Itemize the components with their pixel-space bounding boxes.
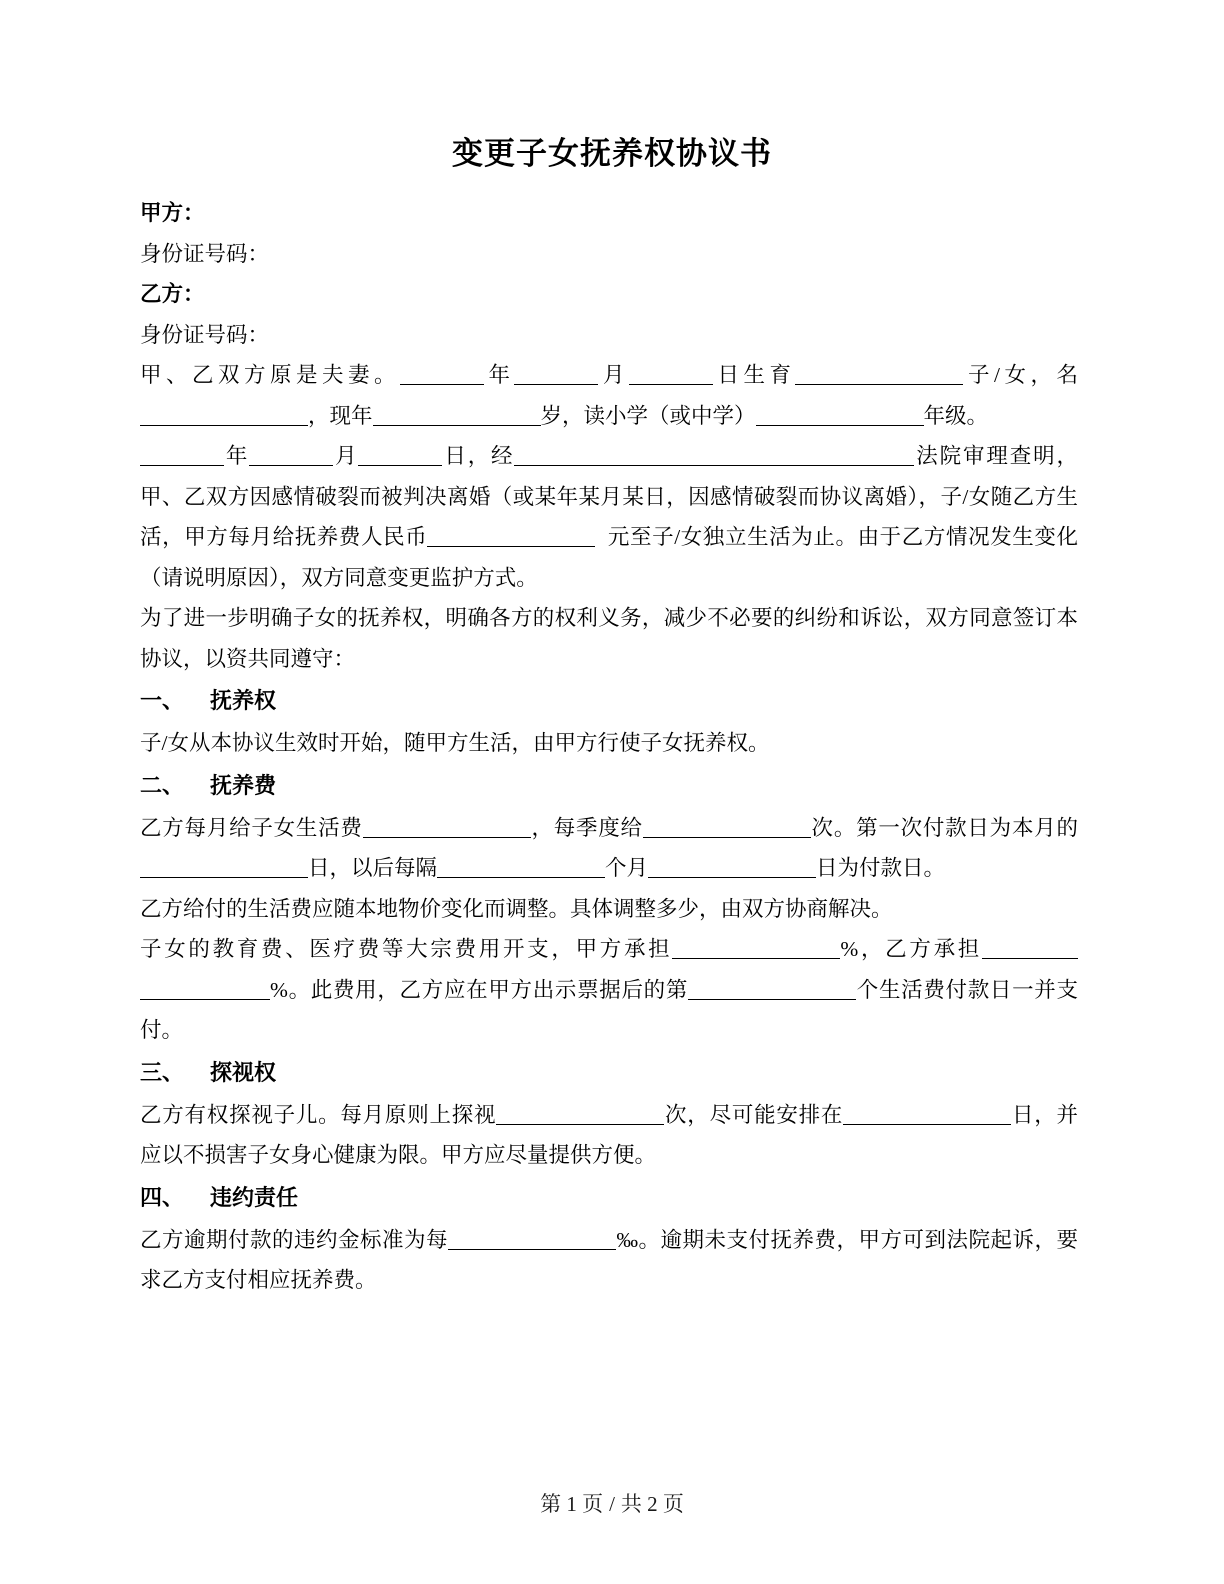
blank-child-name[interactable] (140, 407, 308, 426)
preamble-text-1a: 甲、乙双方原是夫妻。 (140, 363, 400, 387)
s2p1-text-d: 日，以后每隔 (308, 856, 438, 880)
blank-party-b-percent-part2[interactable] (140, 981, 270, 1000)
section-1-paragraph-1: 子/女从本协议生效时开始，随甲方生活，由甲方行使子女抚养权。 (140, 731, 770, 755)
s3p1-text-a: 乙方有权探视子儿。每月原则上探视 (140, 1102, 497, 1127)
s4p1-text-b: ‰。逾期未支付抚养费，甲方可到法院起诉，要求乙方支付相应抚养费。 (140, 1227, 1078, 1292)
blank-first-payment-day[interactable] (140, 859, 308, 878)
section-heading-4 (140, 1176, 1078, 1220)
section-2-paragraph-3 (140, 929, 1078, 1051)
preamble-divorce-paragraph (140, 436, 1078, 598)
blank-penalty-rate[interactable] (448, 1231, 616, 1250)
section-title-1: 抚养权 (210, 688, 277, 713)
party-a-label: 甲方： (140, 201, 205, 225)
preamble-text-1e: 子/女，名 (963, 363, 1078, 387)
party-b-id-label: 身份证号码： (140, 322, 270, 347)
blank-court-name[interactable] (514, 447, 914, 466)
s2p3-text-b: %，乙方承担 (840, 937, 982, 961)
s2p1-text-e: 个月 (605, 856, 649, 880)
blank-party-a-percent[interactable] (672, 940, 840, 959)
party-a-id-label: 身份证号码： (140, 241, 270, 266)
preamble-text-2d: 法院审理查明，甲、乙双方因感情破裂而被判决离婚（或某年某月某日，因感情破裂而协议离婚），子/女随乙方生活，甲方每月给抚养费人民币 (140, 444, 1078, 549)
page-footer (0, 1490, 1224, 1518)
blank-birth-day[interactable] (629, 366, 713, 385)
section-2-paragraph-1 (140, 808, 1078, 889)
preamble-text-1b: 年 (483, 363, 515, 387)
blank-judgment-month[interactable] (249, 447, 333, 466)
blank-child-age[interactable] (373, 407, 541, 426)
blank-judgment-day[interactable] (358, 447, 442, 466)
blank-visit-date[interactable] (843, 1106, 1011, 1125)
s2p3-text-d: 个生活费付款日一并支付。 (140, 977, 1078, 1042)
s4p1-text-a: 乙方逾期付款的违约金标准为每 (140, 1227, 448, 1252)
blank-birth-year[interactable] (400, 366, 484, 385)
blank-child-count[interactable] (795, 366, 963, 385)
section-3-paragraph-1 (140, 1095, 1078, 1176)
s2p3-text-c: %。此费用，乙方应在甲方出示票据后的第 (270, 977, 689, 1002)
section-title-4: 违约责任 (210, 1184, 299, 1210)
blank-judgment-year[interactable] (140, 447, 224, 466)
preamble-text-1d: 日生育 (712, 363, 796, 387)
footer-separator: / (609, 1492, 615, 1516)
s3p1-text-b: 次，尽可能安排在 (664, 1102, 844, 1127)
section-heading-3 (140, 1051, 1078, 1095)
section-number-2: 二、 (140, 772, 185, 798)
s2p1-text-c: 次。第一次付款日为本月的 (810, 815, 1078, 840)
blank-payment-day[interactable] (648, 859, 816, 878)
preamble-text-1c: 月 (598, 363, 629, 387)
section-2-paragraph-2: 乙方给付的生活费应随本地物价变化而调整。具体调整多少，由双方协商解决。 (140, 896, 893, 921)
preamble-purpose-paragraph: 为了进一步明确子女的抚养权，明确各方的权利义务，减少不必要的纠纷和诉讼，双方同意签订本协议，以资共同遵守： (140, 606, 1078, 671)
section-number-1: 一、 (140, 688, 185, 713)
s3p1-text-c: 日，并应以不损害子女身心健康为限。甲方应尽量提供方便。 (140, 1102, 1078, 1167)
blank-party-b-percent-part1[interactable] (982, 940, 1078, 959)
section-number-4: 四、 (140, 1184, 185, 1210)
section-heading-1 (140, 679, 1078, 723)
blank-birth-month[interactable] (514, 366, 598, 385)
preamble-text-2c: 日，经 (442, 444, 515, 468)
blank-support-amount[interactable] (427, 528, 595, 547)
page-title: 变更子女抚养权协议书 (452, 136, 772, 171)
section-number-3: 三、 (140, 1059, 185, 1085)
preamble-text-1h: 年级。 (923, 403, 989, 428)
document-body (140, 193, 1078, 1301)
preamble-birth-paragraph (140, 355, 1078, 436)
footer-current-page: 第 1 页 (540, 1492, 604, 1516)
preamble-text-2a: 年 (224, 444, 250, 468)
blank-monthly-living-cost[interactable] (363, 819, 531, 838)
s2p1-text-b: ，每季度给 (530, 815, 643, 840)
section-heading-2 (140, 764, 1078, 808)
blank-child-grade[interactable] (756, 407, 924, 426)
blank-quarterly-times[interactable] (643, 819, 811, 838)
s2p1-text-a: 乙方每月给子女生活费 (140, 815, 363, 840)
preamble-text-1f: ，现年 (308, 403, 373, 428)
s2p3-text-a: 子女的教育费、医疗费等大宗费用开支，甲方承担 (140, 937, 673, 961)
preamble-text-2b: 月 (333, 444, 359, 468)
preamble-text-1g: 岁，读小学（或中学） (540, 403, 756, 428)
blank-nth-payment-day[interactable] (688, 981, 856, 1000)
s2p1-text-f: 日为付款日。 (816, 856, 946, 880)
footer-total-pages: 共 2 页 (620, 1492, 684, 1516)
blank-visit-times[interactable] (496, 1106, 664, 1125)
party-b-label: 乙方： (140, 282, 205, 306)
section-title-3: 探视权 (210, 1059, 277, 1085)
blank-interval-months[interactable] (437, 859, 605, 878)
preamble-text-2e: 元至子/女独立生活为止。由于乙方情况发生变化（请说明原因），双方同意变更监护方式。 (140, 525, 1078, 590)
section-title-2: 抚养费 (210, 772, 277, 798)
section-4-paragraph-1 (140, 1220, 1078, 1301)
